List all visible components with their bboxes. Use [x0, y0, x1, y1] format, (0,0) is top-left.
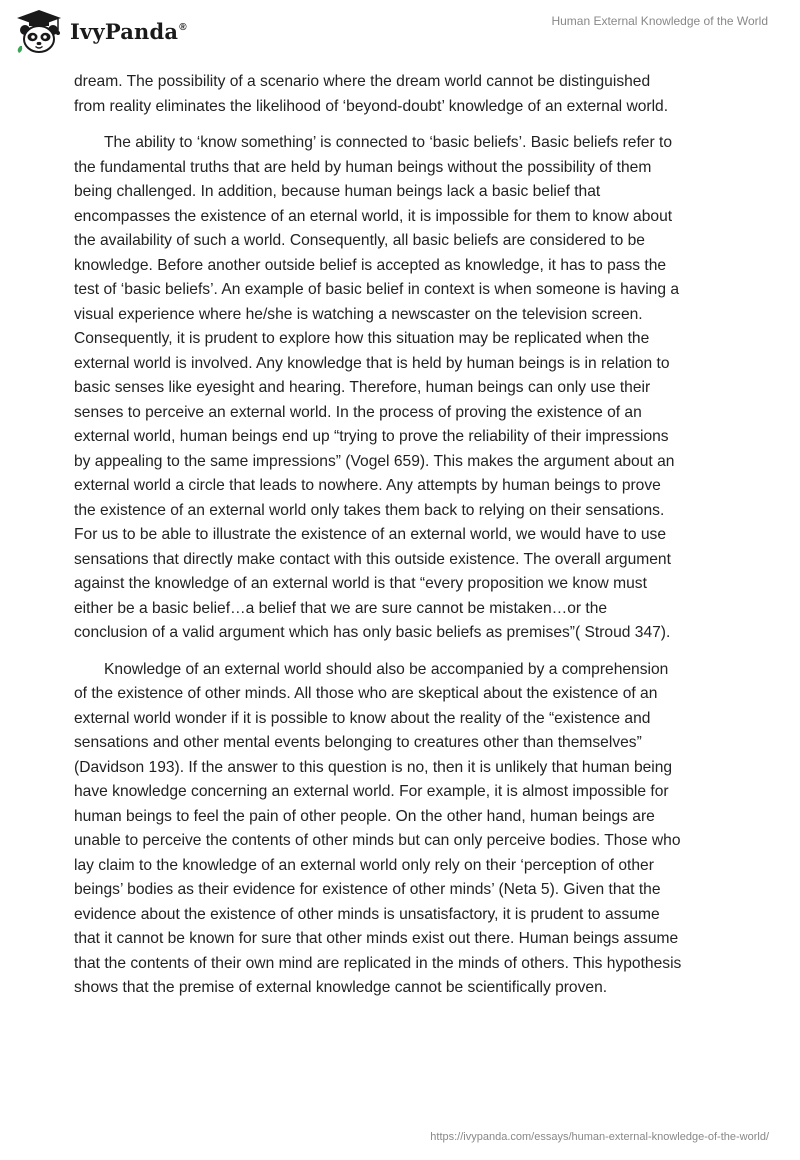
- text-line: of the existence of other minds. All those who are skeptical about the existence of an: [74, 685, 658, 702]
- ivypanda-logo[interactable]: [14, 8, 187, 54]
- text-line: the availability of such a world. Consequently, all basic beliefs are considered to be: [74, 232, 645, 249]
- text-line: sensations that directly make contact with this outside existence. The overall argument: [74, 550, 671, 568]
- text-line: the existence of an external world only takes them back to relying on their sensations.: [74, 501, 665, 519]
- text-line: from reality eliminates the likelihood of ‘beyond-doubt’ knowledge of an external world.: [74, 97, 669, 115]
- text-line: against the knowledge of an external world is that “every proposition we know must: [74, 575, 647, 592]
- text-line: external world is involved. Any knowledge that is held by human beings is in relation to: [74, 354, 670, 372]
- paragraph-basic-beliefs: [74, 131, 728, 646]
- text-line: that it cannot be known for sure that other minds exist out there. Human beings assume: [74, 930, 679, 947]
- text-line: For us to be able to illustrate the existence of an external world, we would have to use: [74, 526, 667, 543]
- brand-name: IvyPanda®: [70, 18, 187, 44]
- text-line: knowledge. Before another outside belief is accepted as knowledge, it has to pass the: [74, 256, 667, 274]
- text-line: basic senses like eyesight and hearing. Therefore, human beings can only use their: [74, 379, 651, 396]
- essay-body: [74, 70, 728, 1013]
- text-line: lay claim to the knowledge of an external world only rely on their ‘perception of other: [74, 856, 654, 874]
- text-line: either be a basic belief…a belief that we are sure cannot be mistaken…or the: [74, 599, 608, 617]
- text-line: senses to perceive an external world. In the process of proving the existence of an: [74, 403, 642, 421]
- page-header: [0, 0, 800, 64]
- panda-graduate-icon: [14, 8, 64, 54]
- text-line: sensations and other mental events belonging to creatures other than themselves”: [74, 734, 642, 751]
- text-line: The ability to ‘know something’ is connected to ‘basic beliefs’. Basic beliefs refer to: [104, 134, 673, 151]
- text-line: encompasses the existence of an eternal world, it is impossible for them to know about: [74, 207, 673, 225]
- text-line: dream. The possibility of a scenario where the dream world cannot be distinguished: [74, 73, 651, 90]
- text-line: Knowledge of an external world should also be accompanied by a comprehension: [104, 660, 669, 678]
- text-line: visual experience where he/she is watching a newscaster on the television screen.: [74, 305, 643, 323]
- text-line: external world a circle that leads to nowhere. Any attempts by human beings to prove: [74, 477, 661, 494]
- text-line: evidence about the existence of other minds is unsatisfactory, it is prudent to assume: [74, 905, 660, 923]
- text-line: shows that the premise of external knowledge cannot be scientifically proven.: [74, 979, 608, 996]
- text-line: test of ‘basic beliefs’. An example of basic belief in context is when someone is having a: [74, 281, 680, 298]
- source-url-link[interactable]: https://ivypanda.com/essays/human-external-knowledge-of-the-world/: [430, 1131, 769, 1143]
- text-line: beings’ bodies as their evidence for existence of other minds’ (Neta 5). Given that the: [74, 881, 661, 898]
- text-line: by appealing to the same impressions” (Vogel 659). This makes the argument about an: [74, 452, 675, 470]
- page-title: Human External Knowledge of the World: [551, 14, 768, 28]
- registered-mark: ®: [179, 21, 187, 33]
- text-line: being challenged. In addition, because human beings lack a basic belief that: [74, 183, 601, 200]
- text-line: Consequently, it is prudent to explore how this situation may be replicated when the: [74, 330, 650, 347]
- text-line: that the contents of their own mind are replicated in the minds of others. This hypothesis: [74, 954, 682, 972]
- text-line: human beings to feel the pain of other people. On the other hand, human beings are: [74, 807, 655, 825]
- text-line: conclusion of a valid argument which has only basic beliefs as premises”( Stroud 347).: [74, 624, 671, 641]
- text-line: unable to perceive the contents of other minds but can only perceive bodies. Those who: [74, 832, 681, 849]
- paragraph-other-minds: [74, 658, 728, 1001]
- text-line: external world wonder if it is possible to know about the reality of the “existence and: [74, 709, 651, 727]
- text-line: have knowledge concerning an external world. For example, it is almost impossible for: [74, 783, 669, 800]
- paragraph-continuation: [74, 70, 728, 119]
- text-line: the fundamental truths that are held by human beings without the possibility of them: [74, 158, 652, 176]
- text-line: (Davidson 193). If the answer to this question is no, then it is unlikely that human being: [74, 758, 673, 776]
- text-line: external world, human beings end up “trying to prove the reliability of their impressions: [74, 428, 669, 445]
